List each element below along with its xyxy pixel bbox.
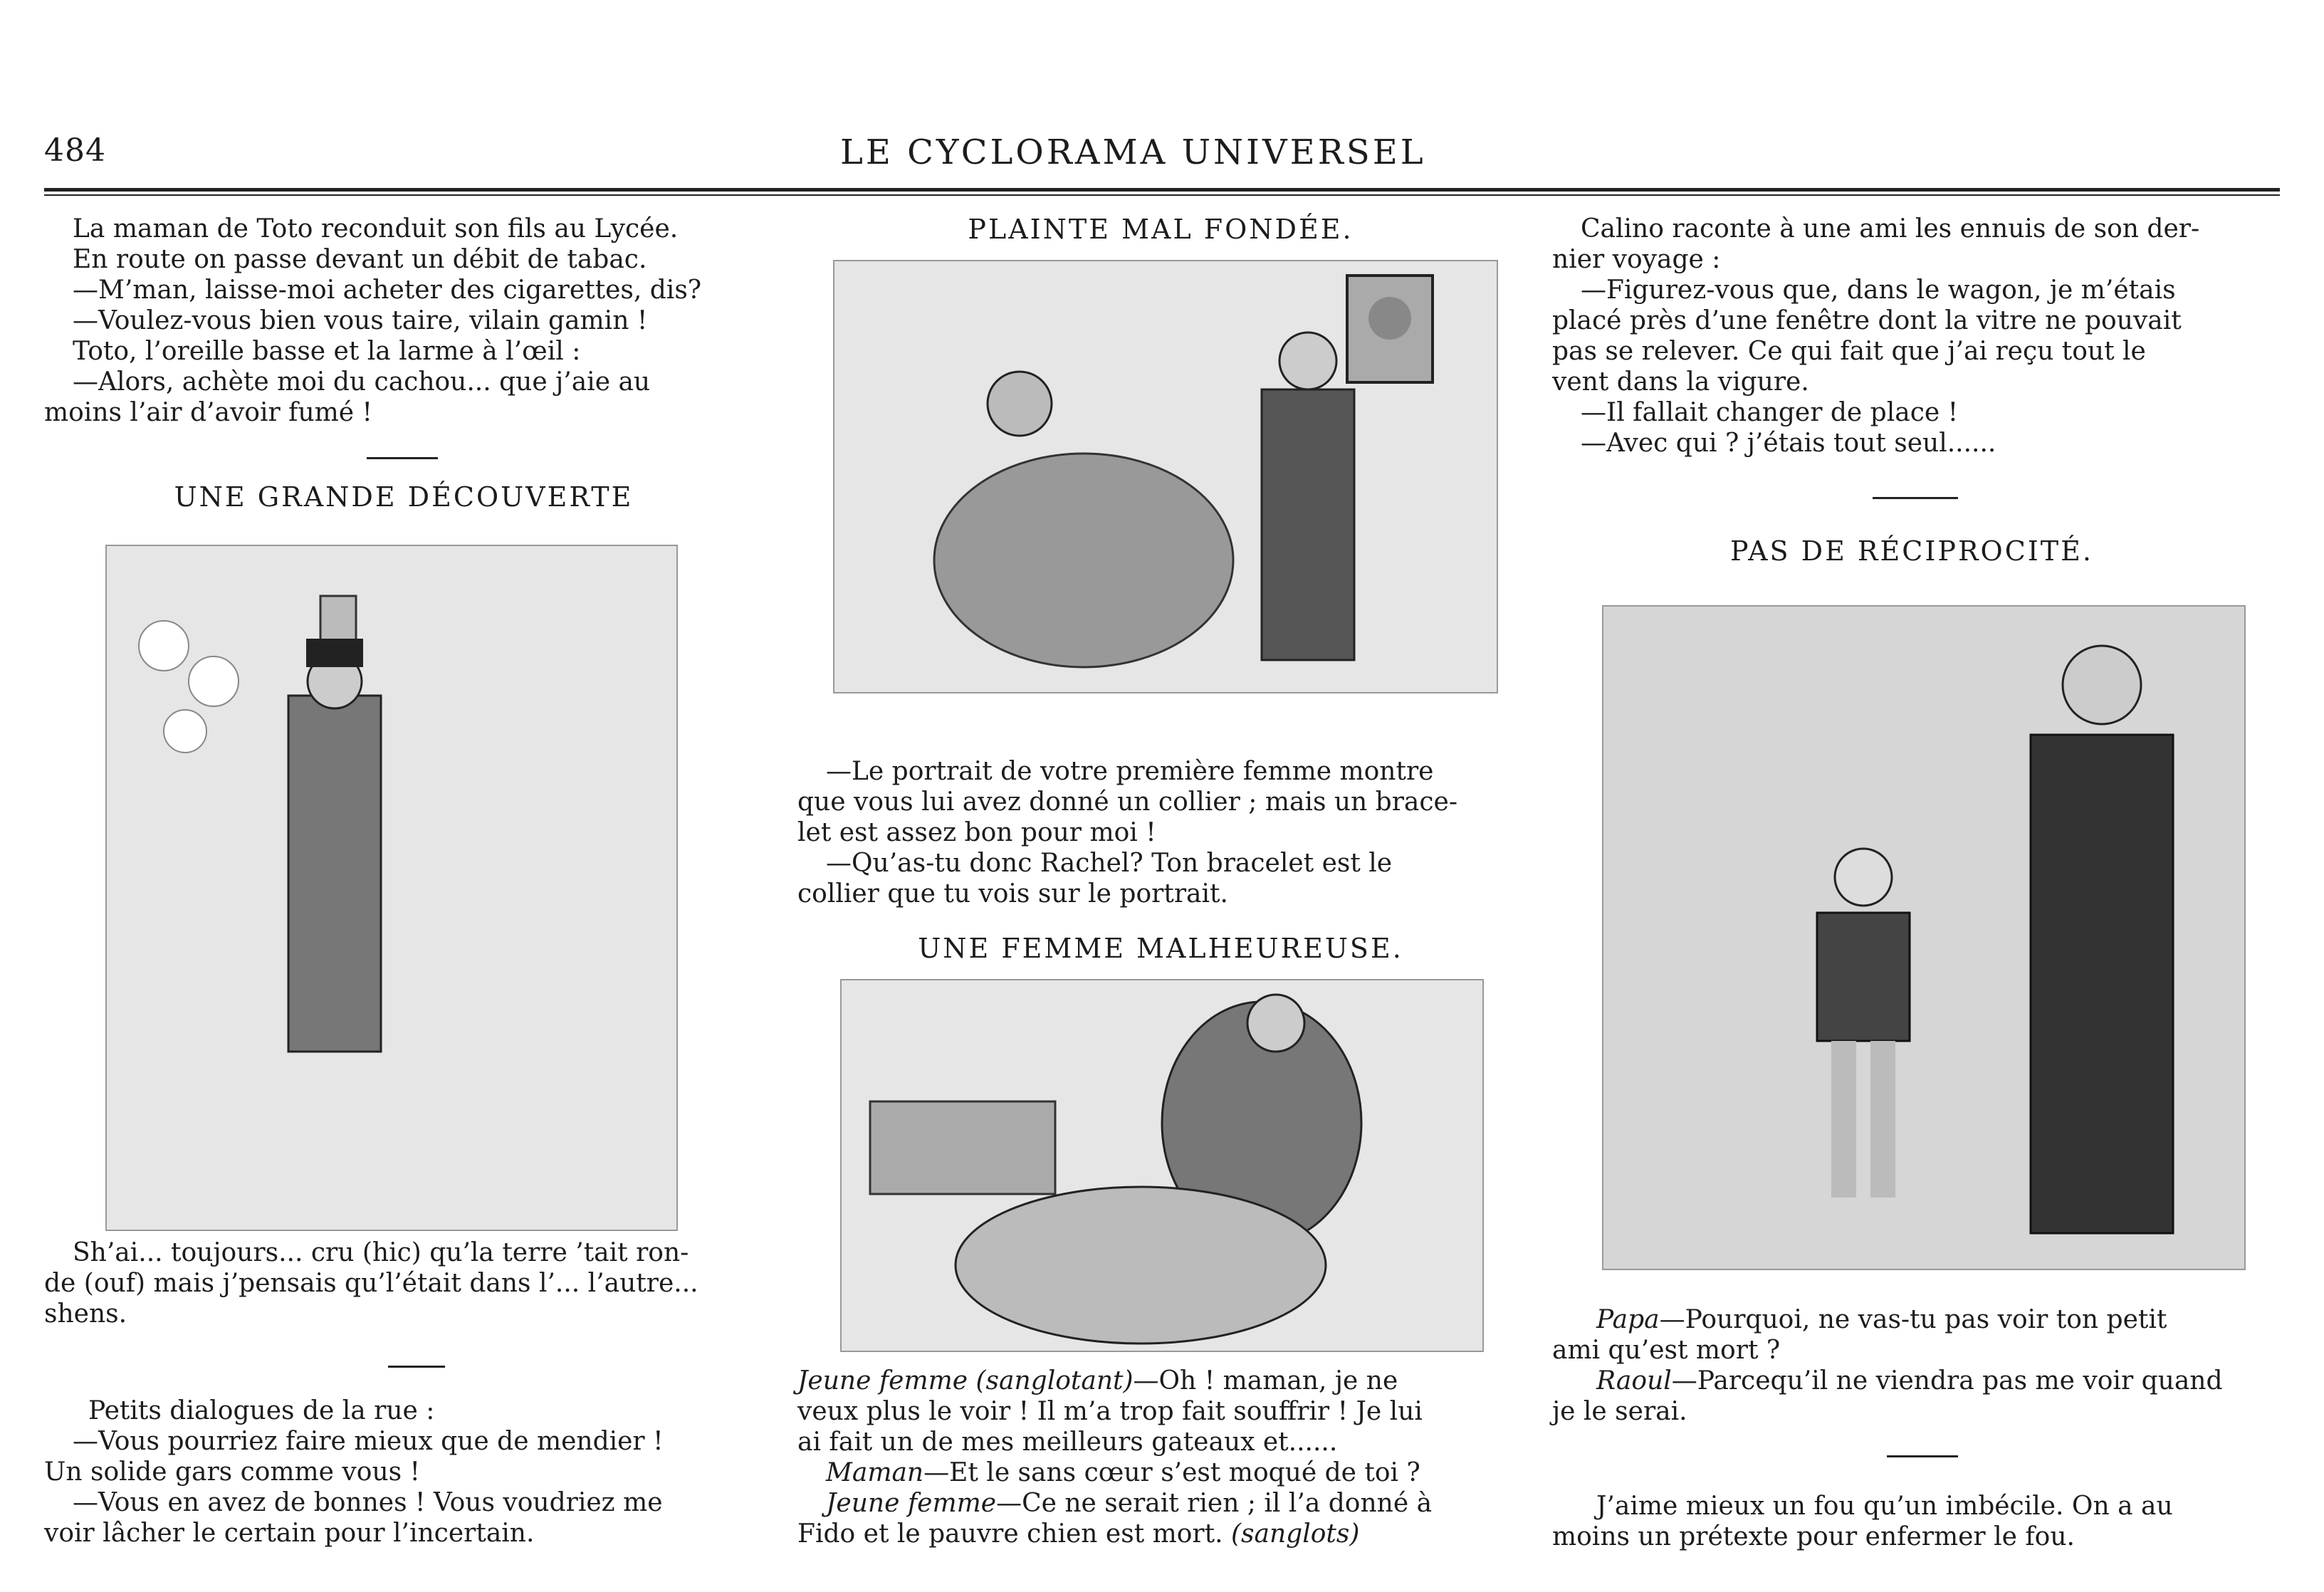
section-title-reciprocite: PAS DE RÉCIPROCITÉ. [1730,535,2093,567]
text-line: je le serai. [1552,1397,1687,1426]
text-line: Petits dialogues de la rue : [88,1396,435,1425]
text-line: moins un prétexte pour enfermer le fou. [1552,1522,2075,1551]
text-line: nier voyage : [1552,245,1721,274]
text-line [1552,1304,2271,1335]
text-line: —M’man, laisse-moi acheter des cigarettes, dis? [73,276,702,305]
text-line: Un solide gars comme vous ! [44,1457,421,1487]
col1-caption [44,1237,763,1329]
col1-story1 [44,214,763,428]
text-line: —Qu’as-tu donc Rachel? Ton bracelet est le [826,849,1393,878]
text-line: placé près d’une fenêtre dont la vitre ne pouvait [1552,306,2182,335]
illustration-mother-daughter [840,979,1484,1352]
text-line: —Avec qui ? j’étais tout seul...... [1581,429,1996,458]
text-line: pas se relever. Ce qui fait que j’ai reçu tout le [1552,337,2146,366]
page-title: LE CYCLORAMA UNIVERSEL [840,132,1426,172]
speaker-role: Raoul [1596,1366,1672,1395]
dialogue-text: Fido et le pauvre chien est mort. [797,1519,1223,1549]
dialogue-text: —Ce ne serait rien ; il l’a donné à [996,1489,1433,1518]
text-line [797,1366,1524,1396]
section-title-decouverte: UNE GRANDE DÉCOUVERTE [174,481,634,513]
illustration-drunk-lamppost [105,545,678,1231]
speaker-role: Jeune femme [826,1489,997,1518]
text-line: —Alors, achète moi du cachou... que j’aie au [73,367,651,397]
text-line [797,1488,1524,1519]
col3-story1 [1552,214,2271,459]
section-title-malheureuse: UNE FEMME MALHEUREUSE. [918,933,1403,964]
dialogue-text: —Pourquoi, ne vas-tu pas voir ton petit [1659,1305,2167,1334]
text-line: vent dans la vigure. [1552,367,1809,397]
speaker-role: Maman [826,1458,924,1487]
caption-line: de (ouf) mais j’pensais qu’l’était dans l’... l’autre... [44,1269,698,1298]
text-line [1552,1366,2271,1396]
speaker-role: Papa [1596,1305,1660,1334]
text-line: let est assez bon pour moi ! [797,818,1156,847]
text-line [797,1519,1524,1549]
text-line: Toto, l’oreille basse et la larme à l’œil : [73,337,581,366]
stage-direction: (sanglots) [1231,1519,1360,1549]
separator [367,457,438,459]
separator [388,1366,445,1368]
illustration-father-son [1602,605,2246,1270]
text-line: —Vous pourriez faire mieux que de mendier ! [73,1427,664,1456]
col2-story2 [797,1366,1524,1549]
dialogue-text: —Oh ! maman, je ne [1133,1366,1398,1395]
separator [1887,1455,1958,1457]
col3-maxim [1552,1491,2271,1552]
header-rule [44,188,2280,192]
header-rule-thin [44,194,2280,196]
text-line: —Figurez-vous que, dans le wagon, je m’étais [1581,276,2176,305]
text-line: —Il fallait changer de place ! [1581,398,1959,427]
col1-dialogues [44,1395,763,1549]
text-line: J’aime mieux un fou qu’un imbécile. On a au [1596,1492,2173,1521]
dialogue-text: —Et le sans cœur s’est moqué de toi ? [923,1458,1420,1487]
page-number: 484 [44,132,106,169]
text-line: Calino raconte à une ami les ennuis de son der- [1581,214,2200,243]
col2-story1 [797,756,1524,909]
illustration-couple-portrait [833,260,1498,693]
text-line: collier que tu vois sur le portrait. [797,879,1228,908]
text-line: —Voulez-vous bien vous taire, vilain gamin ! [73,306,648,335]
caption-line: shens. [44,1299,127,1329]
text-line: La maman de Toto reconduit son fils au Lycée. [73,214,679,243]
text-line [797,1457,1524,1488]
text-line: —Vous en avez de bonnes ! Vous voudriez me [73,1488,663,1517]
text-line: voir lâcher le certain pour l’incertain. [44,1519,535,1548]
speaker-role: Jeune femme [797,1366,968,1395]
text-line: —Le portrait de votre première femme montre [826,757,1434,786]
separator [1873,497,1958,499]
col3-story2 [1552,1304,2271,1427]
text-line: En route on passe devant un débit de tabac. [73,245,647,274]
section-title-plainte: PLAINTE MAL FONDÉE. [968,214,1354,245]
text-line: moins l’air d’avoir fumé ! [44,398,373,427]
text-line: ami qu’est mort ? [1552,1336,1781,1365]
dialogue-text: —Parcequ’il ne viendra pas me voir quand [1671,1366,2223,1395]
text-line: veux plus le voir ! Il m’a trop fait souffrir ! Je lui [797,1397,1423,1426]
caption-line: Sh’ai... toujours... cru (hic) qu’la terre ’tait ron- [73,1238,689,1267]
stage-direction: (sanglotant) [975,1366,1134,1395]
text-line: que vous lui avez donné un collier ; mais un brace- [797,787,1458,817]
text-line: ai fait un de mes meilleurs gateaux et...... [797,1428,1338,1457]
